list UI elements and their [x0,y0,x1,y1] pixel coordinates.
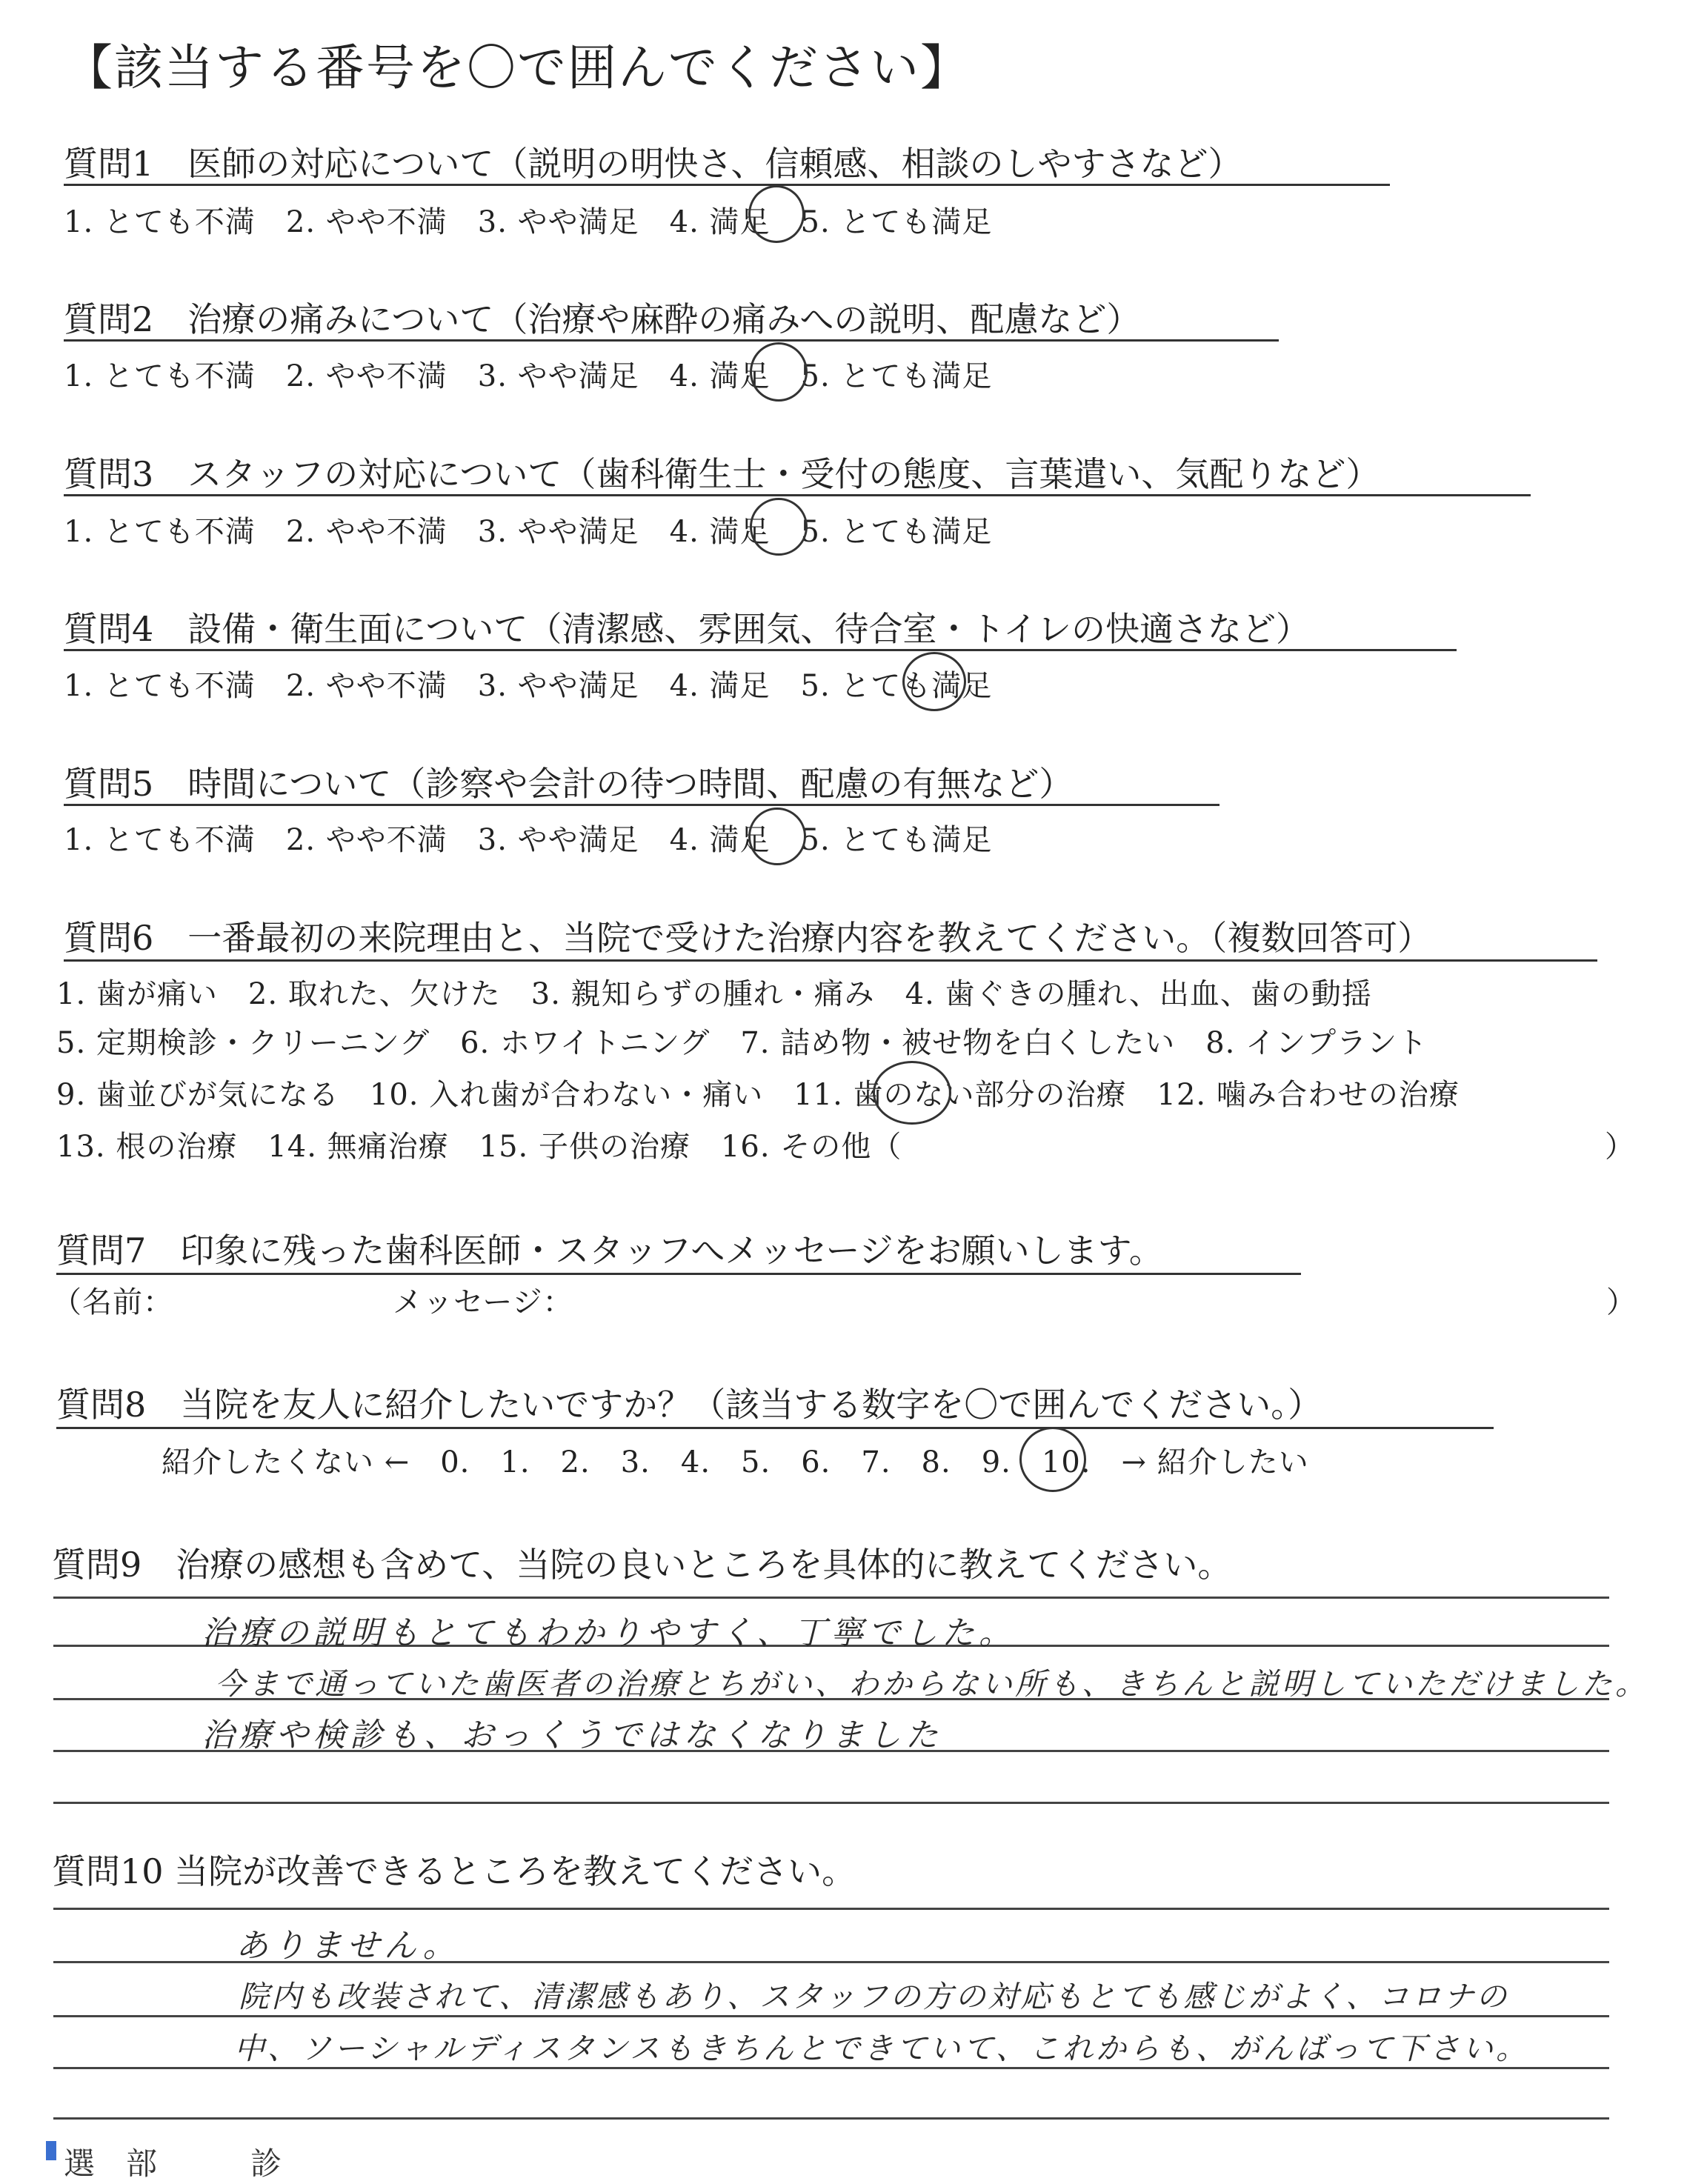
q7-close: ） [1606,1285,1637,1319]
q6-heading: 質問6 一番最初の来院理由と、当院で受けた治療内容を教えてください。（複数回答可） [64,918,1432,958]
q3-selected-circle [750,498,808,556]
q9-answer-line-1 [53,1597,1609,1599]
q2-heading: 質問2 治療の痛みについて（治療や麻酔の痛みへの説明、配慮など） [64,299,1141,339]
q6-options-line-2[interactable]: 5. 定期検診・クリーニング 6. ホワイトニング 7. 詰め物・被せ物を白くしたい 8. インプラント [56,1026,1428,1060]
q4-selected-circle [902,652,966,711]
q3-options[interactable]: 1. とても不満 2. やや不満 3. やや満足 4. 満足 5. とても満足 [64,515,993,549]
q7-name-label: （名前： [52,1285,173,1319]
q8-underline [56,1427,1494,1429]
q4-heading: 質問4 設備・衛生面について（清潔感、雰囲気、待合室・トイレの快適さなど） [64,609,1311,649]
q3-underline [64,494,1531,496]
q6-options-line-3[interactable]: 9. 歯並びが気になる 10. 入れ歯が合わない・痛い 11. 歯のない部分の治療 12. 噛み合わせの治療 [56,1078,1460,1112]
q7-heading: 質問7 印象に残った歯科医師・スタッフへメッセージをお願いします。 [56,1231,1163,1271]
q10-answer-text-3: 中、ソーシャルディスタンスもきちんとできていて、これからも、がんばって下さい。 [234,2031,1530,2066]
q9-heading: 質問9 治療の感想も含めて、当院の良いところを具体的に教えてください。 [52,1545,1232,1585]
q8-selected-circle [1019,1427,1086,1492]
q5-options[interactable]: 1. とても不満 2. やや不満 3. やや満足 4. 満足 5. とても満足 [64,823,993,857]
q7-underline [56,1273,1301,1275]
q7-message-label: メッセージ： [393,1285,573,1319]
q2-selected-circle [750,342,808,402]
q4-underline [64,649,1457,651]
q1-options[interactable]: 1. とても不満 2. やや不満 3. やや満足 4. 満足 5. とても満足 [64,205,993,239]
page-title: 【該当する番号を〇で囲んでください】 [64,39,971,96]
q1-underline [64,184,1390,186]
q3-heading: 質問3 スタッフの対応について（歯科衛生士・受付の態度、言葉遣い、気配りなど） [64,454,1380,494]
q8-heading: 質問8 当院を友人に紹介したいですか？（該当する数字を〇で囲んでください。） [56,1385,1322,1425]
q10-heading: 質問10 当院が改善できるところを教えてください。 [52,1851,856,1891]
bottom-cut-off-text: 選 部 診 [64,2145,500,2182]
q1-selected-circle [748,185,805,243]
q4-options[interactable]: 1. とても不満 2. やや不満 3. やや満足 4. 満足 5. とても満足 [64,669,993,703]
q9-answer-line-5 [53,1802,1609,1804]
q1-heading: 質問1 医師の対応について（説明の明快さ、信頼感、相談のしやすさなど） [64,144,1242,184]
q9-answer-text-3: 治療や検診も、おっくうではなくなりました [202,1717,942,1754]
q6-selected-circle [873,1061,951,1125]
q6-underline [64,959,1597,962]
q5-selected-circle [748,808,806,865]
q6-options-line-1[interactable]: 1. 歯が痛い 2. 取れた、欠けた 3. 親知らずの腫れ・痛み 4. 歯ぐきの腫れ、出血、歯の動揺 [56,977,1372,1011]
q2-underline [64,339,1279,342]
q9-answer-text-1: 治療の説明もとてもわかりやすく、丁寧でした。 [202,1614,1016,1652]
q10-answer-line-5 [53,2117,1609,2120]
blue-mark-icon [46,2141,56,2160]
q10-answer-text-1: ありません。 [236,1927,460,1965]
q5-underline [64,804,1219,806]
q10-answer-text-2: 院内も改装されて、清潔感もあり、スタッフの方の対応もとても感じがよく、コロナの [239,1979,1509,2014]
q5-heading: 質問5 時間について（診察や会計の待つ時間、配慮の有無など） [64,764,1074,804]
q10-answer-line-1 [53,1908,1609,1910]
q2-options[interactable]: 1. とても不満 2. やや不満 3. やや満足 4. 満足 5. とても満足 [64,359,993,393]
q6-other-close: ） [1605,1130,1635,1164]
q6-options-line-4[interactable]: 13. 根の治療 14. 無痛治療 15. 子供の治療 16. その他（ [56,1130,902,1164]
q9-answer-text-2: 今まで通っていた歯医者の治療とちがい、わからない所も、きちんと説明していただけました。 [215,1666,1648,1702]
q8-scale[interactable]: 紹介したくない ← 0. 1. 2. 3. 4. 5. 6. 7. 8. 9. 10. → 紹介したい [162,1445,1309,1479]
